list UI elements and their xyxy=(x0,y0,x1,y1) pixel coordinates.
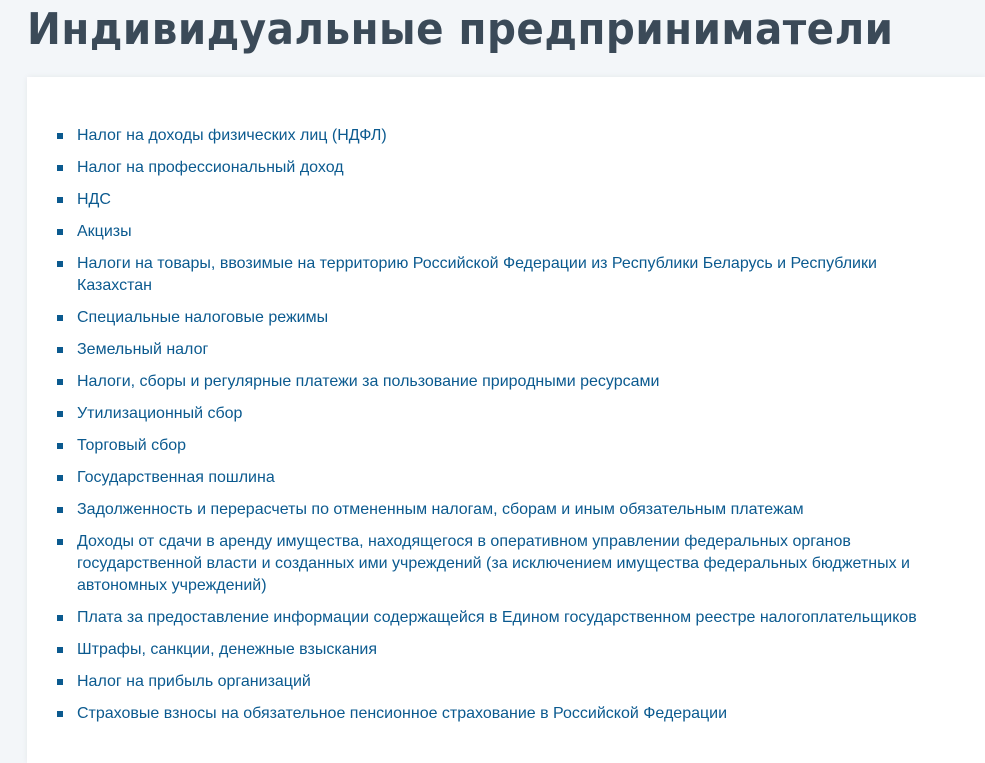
square-bullet-icon xyxy=(57,261,63,267)
tax-link[interactable]: Налоги на товары, ввозимые на территорию Российской Федерации из Республики Беларусь и Республики Казахстан xyxy=(77,255,877,294)
tax-link[interactable]: Плата за предоставление информации содержащейся в Едином государственном реестре налогоплательщиков xyxy=(77,609,917,626)
list-item[interactable] xyxy=(57,125,937,147)
square-bullet-icon xyxy=(57,315,63,321)
tax-list xyxy=(27,125,937,725)
list-item[interactable] xyxy=(57,221,937,243)
list-item[interactable] xyxy=(57,435,937,457)
square-bullet-icon xyxy=(57,443,63,449)
square-bullet-icon xyxy=(57,475,63,481)
tax-link[interactable]: Специальные налоговые режимы xyxy=(77,309,329,326)
tax-link[interactable]: Земельный налог xyxy=(77,341,209,358)
tax-link[interactable]: Штрафы, санкции, денежные взыскания xyxy=(77,641,378,658)
list-item[interactable] xyxy=(57,531,937,597)
square-bullet-icon xyxy=(57,411,63,417)
square-bullet-icon xyxy=(57,379,63,385)
tax-link[interactable]: Налоги, сборы и регулярные платежи за пользование природными ресурсами xyxy=(77,373,660,390)
page-title: Индивидуальные предприниматели xyxy=(27,4,894,55)
square-bullet-icon xyxy=(57,165,63,171)
list-item[interactable] xyxy=(57,607,937,629)
tax-link[interactable]: Задолженность и перерасчеты по отмененным налогам, сборам и иным обязательным платежам xyxy=(77,501,804,518)
tax-link[interactable]: Утилизационный сбор xyxy=(77,405,243,422)
square-bullet-icon xyxy=(57,347,63,353)
list-item[interactable] xyxy=(57,403,937,425)
tax-link[interactable]: Государственная пошлина xyxy=(77,469,275,486)
list-item[interactable] xyxy=(57,307,937,329)
square-bullet-icon xyxy=(57,647,63,653)
list-item[interactable] xyxy=(57,371,937,393)
square-bullet-icon xyxy=(57,679,63,685)
list-item[interactable] xyxy=(57,639,937,661)
square-bullet-icon xyxy=(57,507,63,513)
square-bullet-icon xyxy=(57,615,63,621)
content-card xyxy=(27,77,985,763)
list-item[interactable] xyxy=(57,189,937,211)
list-item[interactable] xyxy=(57,671,937,693)
square-bullet-icon xyxy=(57,197,63,203)
tax-link[interactable]: Доходы от сдачи в аренду имущества, находящегося в оперативном управлении федеральных органов государственной власти и созданных ими учреждений (за исключением имущества федеральных бюджетных и автономных учреждений) xyxy=(77,533,910,594)
tax-link[interactable]: Страховые взносы на обязательное пенсионное страхование в Российской Федерации xyxy=(77,705,728,722)
list-item[interactable] xyxy=(57,467,937,489)
tax-link[interactable]: Акцизы xyxy=(77,223,132,240)
list-item[interactable] xyxy=(57,339,937,361)
list-item[interactable] xyxy=(57,253,937,297)
square-bullet-icon xyxy=(57,539,63,545)
tax-link[interactable]: НДС xyxy=(77,191,111,208)
square-bullet-icon xyxy=(57,229,63,235)
list-item[interactable] xyxy=(57,499,937,521)
square-bullet-icon xyxy=(57,133,63,139)
tax-link[interactable]: Налог на профессиональный доход xyxy=(77,159,344,176)
tax-link[interactable]: Налог на прибыль организаций xyxy=(77,673,311,690)
tax-link[interactable]: Налог на доходы физических лиц (НДФЛ) xyxy=(77,127,387,144)
tax-link[interactable]: Торговый сбор xyxy=(77,437,187,454)
list-item[interactable] xyxy=(57,157,937,179)
list-item[interactable] xyxy=(57,703,937,725)
square-bullet-icon xyxy=(57,711,63,717)
